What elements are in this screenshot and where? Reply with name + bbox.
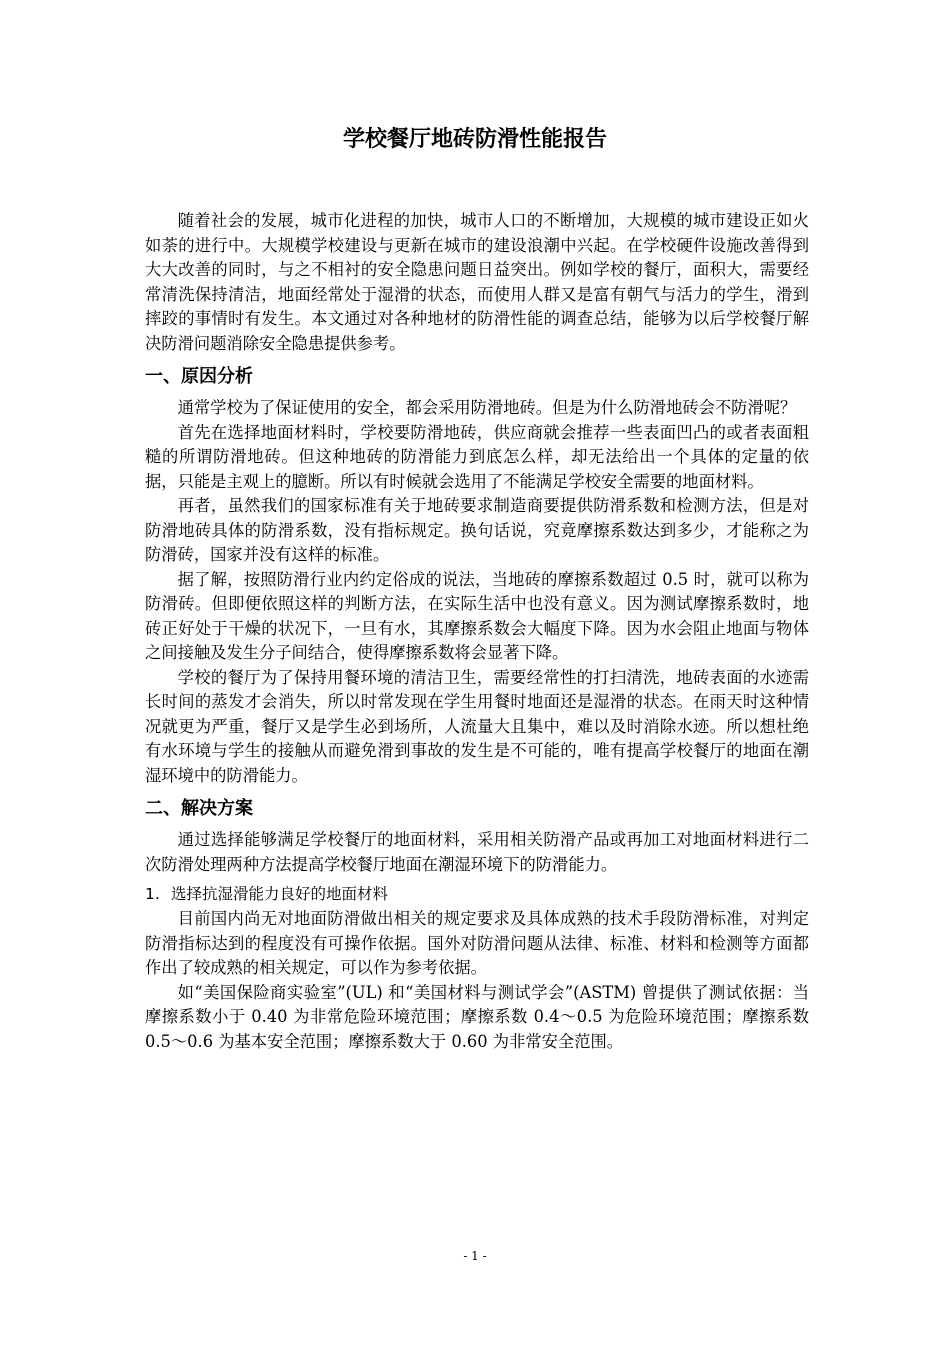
paragraph: 学校的餐厅为了保持用餐环境的清洁卫生，需要经常性的打扫清洗，地砖表面的水迹需长时间的蒸发才会消失，所以时常发现在学生用餐时地面还是湿滑的状态。在雨天时这种情况就更为严重，餐厅又是学生必到场所，人流量大且集中，难以及时消除水迹。所以想杜绝有水环境与学生的接触从而避免滑到事故的发生是不可能的，唯有提高学校餐厅的地面在潮湿环境中的防滑能力。 <box>145 667 809 785</box>
document-body <box>145 209 809 1054</box>
paragraph: 如“美国保险商实验室”(UL) 和“美国材料与测试学会”(ASTM) 曾提供了测试依据：当摩擦系数小于 0.40 为非常危险环境范围；摩擦系数 0.4～0.5 为危险环境范围；摩擦系数 0.5～0.6 为基本安全范围；摩擦系数大于 0.60 为非常安全范围。 <box>145 982 809 1051</box>
subsection-number: 1. <box>145 885 160 903</box>
paragraph: 通常学校为了保证使用的安全，都会采用防滑地砖。但是为什么防滑地砖会不防滑呢？ <box>177 398 797 417</box>
paragraph: 再者，虽然我们的国家标准有关于地砖要求制造商要提供防滑系数和检测方法，但是对防滑地砖具体的防滑系数，没有指标规定。换句话说，究竟摩擦系数达到多少，才能称之为防滑砖，国家并没有这样的标准。 <box>145 496 809 564</box>
page-number: - 1 - <box>463 1249 487 1263</box>
paragraph: 首先在选择地面材料时，学校要防滑地砖，供应商就会推荐一些表面凹凸的或者表面粗糙的所谓防滑地砖。但这种地砖的防滑能力到底怎么样，却无法给出一个具体的定量的依据，只能是主观上的臆断。所以有时候就会选用了不能满足学校安全需要的地面材料。 <box>145 422 809 491</box>
section-heading-cause: 一、原因分析 <box>145 366 253 387</box>
subsection-heading <box>145 881 809 907</box>
subsection-title: 选择抗湿滑能力良好的地面材料 <box>171 885 389 903</box>
paragraph: 通过选择能够满足学校餐厅的地面材料，采用相关防滑产品或再加工对地面材料进行二次防滑处理两种方法提高学校餐厅地面在潮湿环境下的防滑能力。 <box>145 830 809 874</box>
document-title: 学校餐厅地砖防滑性能报告 <box>342 127 607 152</box>
paragraph: 据了解，按照防滑行业内约定俗成的说法，当地砖的摩擦系数超过 0.5 时，就可以称为防滑砖。但即便依照这样的判断方法，在实际生活中也没有意义。因为测试摩擦系数时，地砖正好处于干燥的状况下，一旦有水，其摩擦系数会大幅度下降。因为水会阻止地面与物体之间接触及发生分子间结合，使得摩擦系数将会显著下降。 <box>145 569 809 662</box>
intro-paragraph: 随着社会的发展，城市化进程的加快，城市人口的不断增加，大规模的城市建设正如火如荼的进行中。大规模学校建设与更新在城市的建设浪潮中兴起。在学校硬件设施改善得到大大改善的同时，与之不相衬的安全隐患问题日益突出。例如学校的餐厅，面积大，需要经常清洗保持清洁，地面经常处于湿滑的状态，而使用人群又是富有朝气与活力的学生，滑到摔跤的事情时有发生。本文通过对各种地材的防滑性能的调查总结，能够为以后学校餐厅解决防滑问题消除安全隐患提供参考。 <box>145 211 809 353</box>
paragraph: 目前国内尚无对地面防滑做出相关的规定要求及具体成熟的技术手段防滑标准，对判定防滑指标达到的程度没有可操作依据。国外对防滑问题从法律、标准、材料和检测等方面都作出了较成熟的相关规定，可以作为参考依据。 <box>145 909 809 977</box>
section-heading-solution: 二、解决方案 <box>145 798 253 819</box>
